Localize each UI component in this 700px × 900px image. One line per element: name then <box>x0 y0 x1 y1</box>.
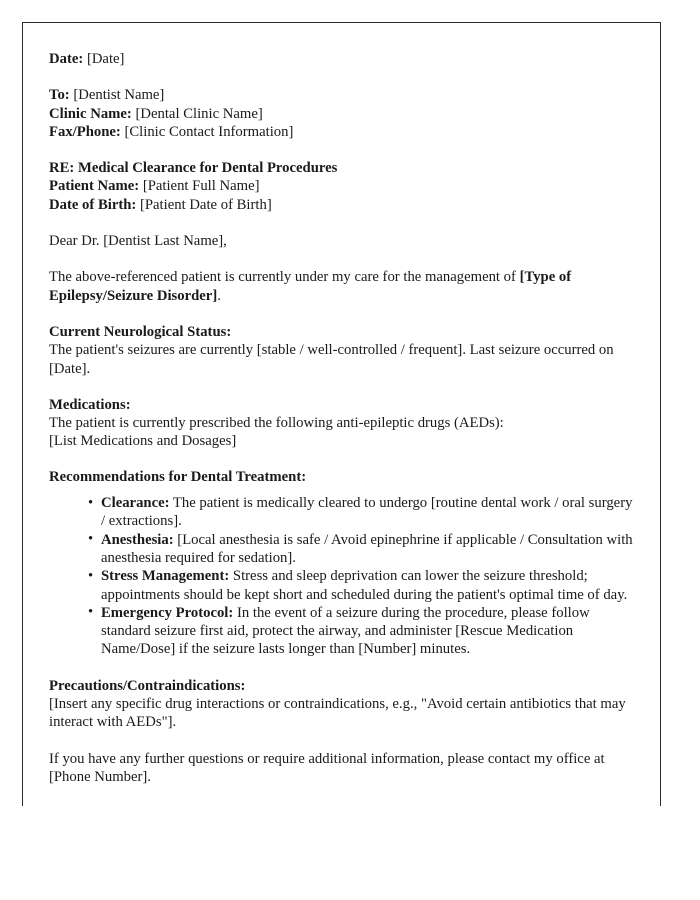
list-item <box>88 604 637 659</box>
intro-bold-placeholder: [Type of Epilepsy/Seizure Disorder] <box>49 269 572 304</box>
to-label: To: <box>49 87 70 104</box>
spacer <box>49 486 637 494</box>
recommendation-label: Clearance: <box>101 495 170 512</box>
spacer <box>49 214 637 232</box>
recommendation-text: [Local anesthesia is safe / Avoid epinephrine if applicable / Consultation with anesthesia required for sedation]. <box>101 531 633 566</box>
recommendation-text: The patient is medically cleared to undergo [routine dental work / oral surgery / extractions]. <box>101 495 633 530</box>
recipient-block <box>49 86 637 141</box>
patient-name-label: Patient Name: <box>49 178 140 195</box>
fax-phone-value: [Clinic Contact Information] <box>124 123 294 140</box>
re-line: RE: Medical Clearance for Dental Procedures <box>49 160 338 177</box>
spacer <box>49 250 637 268</box>
patient-name-line <box>49 177 637 195</box>
fax-phone-label: Fax/Phone: <box>49 123 121 140</box>
date-of-birth-value: [Patient Date of Birth] <box>139 196 272 213</box>
salutation-block <box>49 232 637 250</box>
spacer <box>49 659 637 677</box>
medications-body-line-2: [List Medications and Dosages] <box>49 433 237 450</box>
list-item <box>88 531 637 568</box>
clinic-name-label: Clinic Name: <box>49 105 132 122</box>
letter-body <box>49 50 637 786</box>
recommendations-list <box>49 494 637 659</box>
spacer <box>49 451 637 468</box>
date-label: Date: <box>49 51 84 67</box>
spacer <box>49 305 637 323</box>
clinic-name-value: [Dental Clinic Name] <box>135 105 263 122</box>
date-block <box>49 50 637 68</box>
list-item <box>88 494 637 531</box>
document-page-frame <box>22 22 661 806</box>
patient-name-value: [Patient Full Name] <box>142 178 260 195</box>
medications-section <box>49 396 637 451</box>
recommendation-text: In the event of a seizure during the procedure, please follow standard seizure first aid, protect the airway, and administer [Rescue Medication Name/Dose] if the seizure lasts longer than [Number] minutes. <box>101 604 590 658</box>
recommendations-heading: Recommendations for Dental Treatment: <box>49 468 307 485</box>
neurological-status-body: The patient's seizures are currently [stable / well-controlled / frequent]. Last seizure occurred on [Date]. <box>49 342 614 377</box>
to-value: [Dentist Name] <box>73 87 165 104</box>
intro-paragraph <box>49 268 637 305</box>
medications-heading: Medications: <box>49 396 131 413</box>
salutation-line: Dear Dr. [Dentist Last Name], <box>49 233 227 250</box>
precautions-body: [Insert any specific drug interactions or contraindications, e.g., "Avoid certain antibiotics that may interact with AEDs"]. <box>49 696 626 731</box>
closing-paragraph: If you have any further questions or require additional information, please contact my office at [Phone Number]. <box>49 750 605 785</box>
date-of-birth-label: Date of Birth: <box>49 196 137 213</box>
date-of-birth-line <box>49 196 637 214</box>
recommendation-label: Anesthesia: <box>101 531 174 548</box>
date-value: [Date] <box>86 51 125 67</box>
intro-text-before: The above-referenced patient is currently under my care for the management of <box>49 269 520 286</box>
neurological-status-section <box>49 323 637 378</box>
recommendation-label: Emergency Protocol: <box>101 604 234 621</box>
recommendation-text: Stress and sleep deprivation can lower the seizure threshold; appointments should be kept short and scheduled during the patient's optimal time of day. <box>101 568 628 603</box>
precautions-section <box>49 677 637 732</box>
recipient-clinic-line <box>49 105 637 123</box>
recipient-fax-line <box>49 123 637 141</box>
spacer <box>49 68 637 86</box>
intro-text-after: . <box>217 287 221 304</box>
subject-block <box>49 159 637 214</box>
spacer <box>49 732 637 750</box>
recommendations-section <box>49 468 637 659</box>
list-item <box>88 567 637 604</box>
spacer <box>49 141 637 159</box>
date-line <box>49 50 637 68</box>
recipient-to-line <box>49 86 637 104</box>
spacer <box>49 378 637 396</box>
neurological-status-heading: Current Neurological Status: <box>49 323 232 340</box>
medications-body-line-1: The patient is currently prescribed the following anti-epileptic drugs (AEDs): <box>49 415 504 432</box>
precautions-heading: Precautions/Contraindications: <box>49 677 246 694</box>
recommendation-label: Stress Management: <box>101 568 230 585</box>
